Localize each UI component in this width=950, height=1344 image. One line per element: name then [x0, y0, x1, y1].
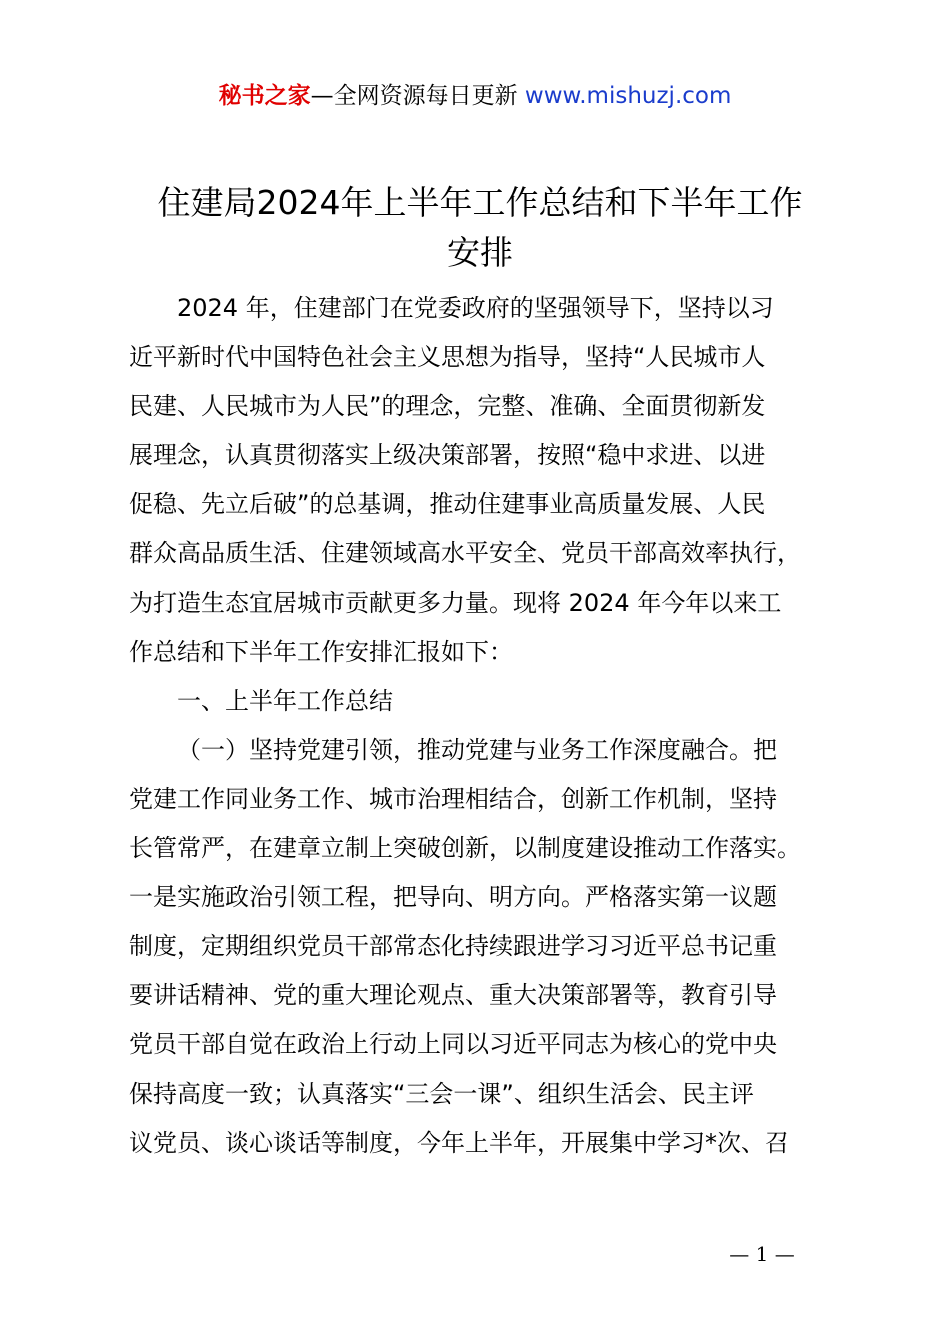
body-line: 民建、人民城市为人民”的理念，完整、准确、全面贯彻新发: [129, 392, 766, 421]
site-header: [0, 80, 950, 112]
body-line: 要讲话精神、党的重大理论观点、重大决策部署等，教育引导: [129, 981, 777, 1010]
body-line: 2024 年，住建部门在党委政府的坚强领导下，坚持以习: [177, 294, 774, 322]
title-line: 住建局2024年上半年工作总结和下半年工作: [157, 183, 803, 222]
document-title: [110, 178, 850, 278]
body-line: 促稳、先立后破”的总基调，推动住建事业高质量发展、人民: [129, 490, 766, 519]
section-heading: 一、上半年工作总结: [177, 686, 393, 715]
page-number: — 1 —: [729, 1242, 795, 1266]
document-body: [129, 284, 849, 1168]
body-line: 议党员、谈心谈话等制度，今年上半年，开展集中学习*次、召: [129, 1128, 789, 1157]
body-line: 展理念，认真贯彻落实上级决策部署，按照“稳中求进、以进: [129, 441, 766, 470]
site-url-link[interactable]: www.mishuzj.com: [524, 83, 732, 109]
body-line: 群众高品质生活、住建领域高水平安全、党员干部高效率执行，: [129, 539, 801, 568]
body-line: （一）坚持党建引领，推动党建与业务工作深度融合。把: [177, 735, 777, 764]
body-line: 作总结和下半年工作安排汇报如下：: [129, 637, 513, 666]
site-tagline: —全网资源每日更新: [310, 83, 525, 109]
site-brand: 秘书之家: [218, 83, 311, 109]
body-line: 一是实施政治引领工程，把导向、明方向。严格落实第一议题: [129, 883, 777, 912]
body-line: 为打造生态宜居城市贡献更多力量。现将 2024 年今年以来工: [129, 588, 782, 617]
body-line: 近平新时代中国特色社会主义思想为指导，坚持“人民城市人: [129, 343, 766, 372]
body-line: 党员干部自觉在政治上行动上同以习近平同志为核心的党中央: [129, 1030, 777, 1059]
title-line: 安排: [447, 233, 513, 272]
body-line: 党建工作同业务工作、城市治理相结合，创新工作机制，坚持: [129, 784, 777, 813]
body-line: 制度，定期组织党员干部常态化持续跟进学习习近平总书记重: [129, 932, 777, 961]
body-line: 保持高度一致；认真落实“三会一课”、组织生活会、民主评: [129, 1079, 754, 1108]
body-line: 长管常严，在建章立制上突破创新，以制度建设推动工作落实。: [129, 834, 801, 863]
